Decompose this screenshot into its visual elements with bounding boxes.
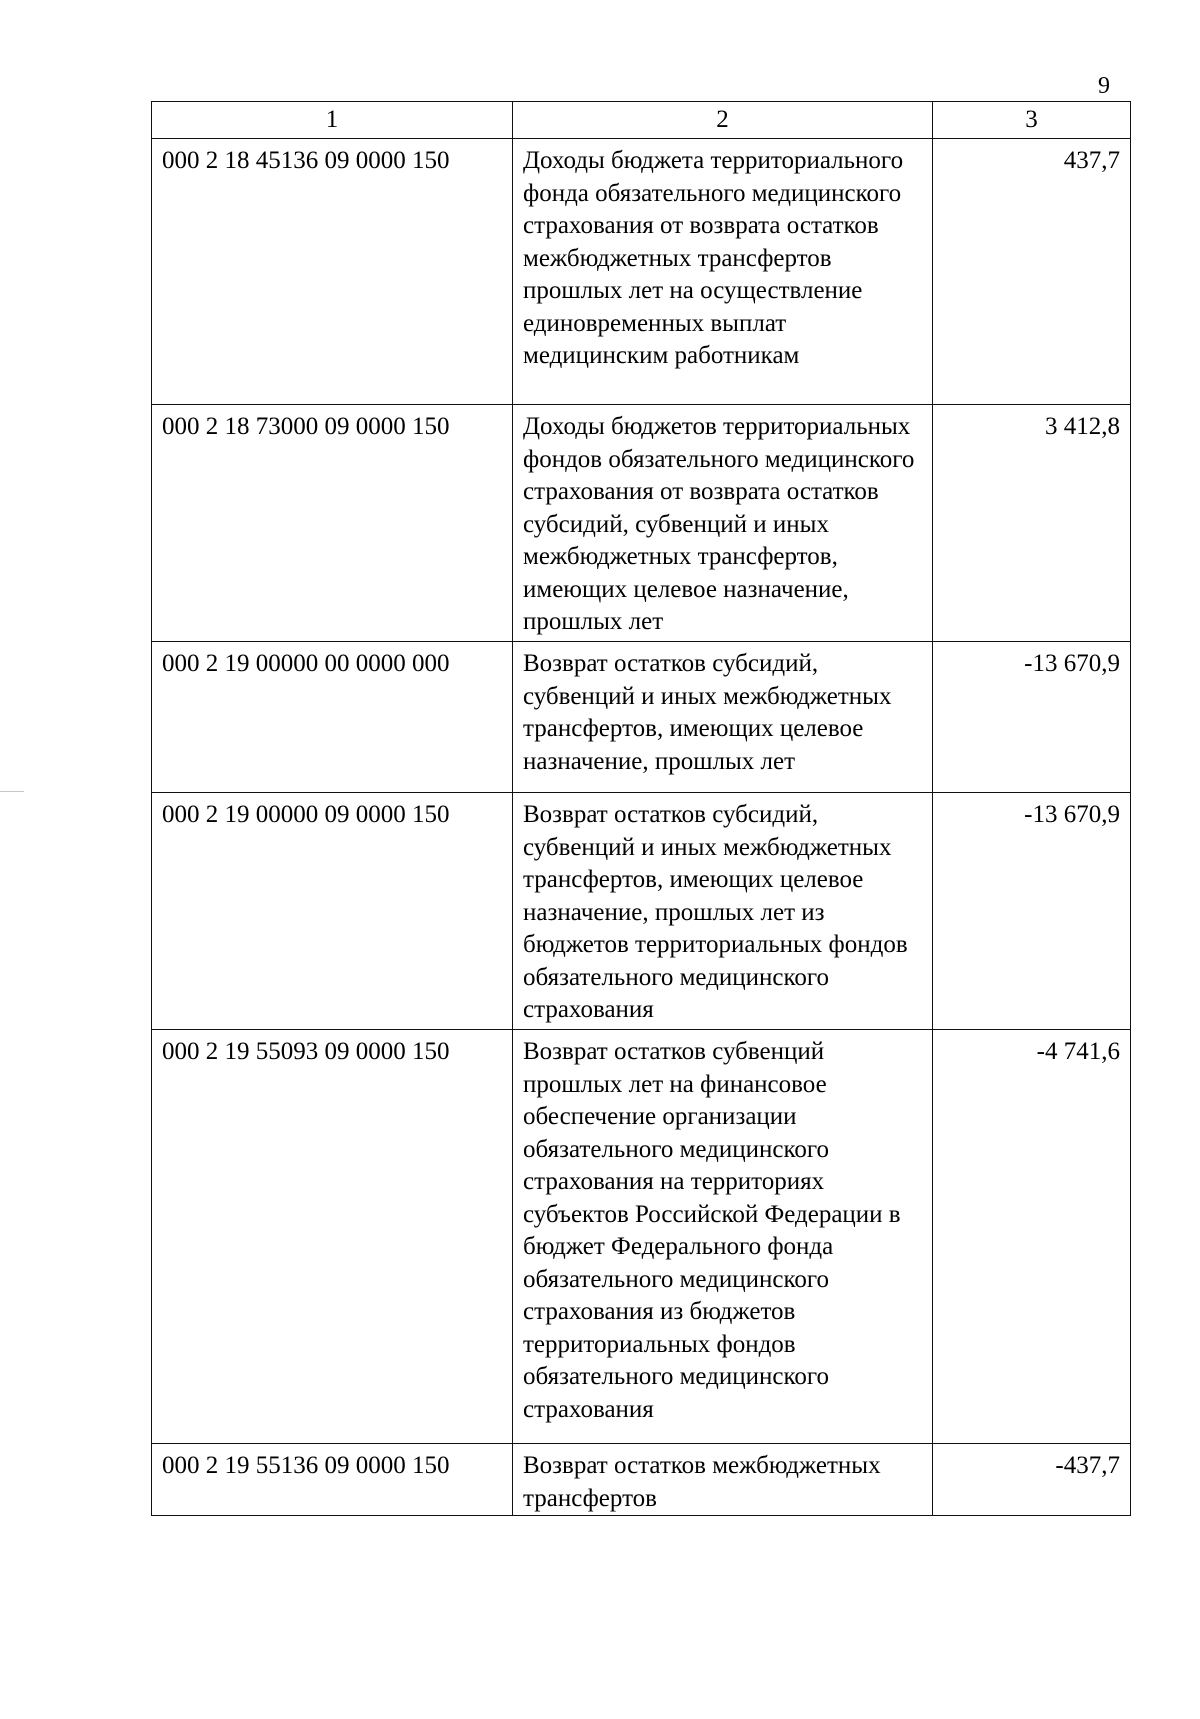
table-row (152, 793, 1131, 1030)
table-header-row (152, 102, 1131, 139)
table-row (152, 1030, 1131, 1444)
budget-code-cell: 000 2 19 55136 09 0000 150 (152, 1444, 513, 1516)
amount-cell: -4 741,6 (933, 1030, 1131, 1444)
budget-code-cell: 000 2 18 73000 09 0000 150 (152, 405, 513, 642)
budget-code-cell: 000 2 18 45136 09 0000 150 (152, 139, 513, 405)
budget-code-cell: 000 2 19 00000 09 0000 150 (152, 793, 513, 1030)
column-header-code: 1 (152, 102, 513, 139)
scan-margin-mark (0, 791, 24, 792)
description-cell: Доходы бюджетов территориальных фондов обязательного медицинского страхования от возврата остатков субсидий, субвенций и иных межбюджетных трансфертов, имеющих целевое назначение, прошлых лет (513, 405, 933, 642)
budget-code-cell: 000 2 19 55093 09 0000 150 (152, 1030, 513, 1444)
column-header-name: 2 (513, 102, 933, 139)
amount-cell: -13 670,9 (933, 793, 1131, 1030)
table-row (152, 139, 1131, 405)
amount-cell: 3 412,8 (933, 405, 1131, 642)
description-cell: Доходы бюджета территориального фонда обязательного медицинского страхования от возврата остатков межбюджетных трансфертов прошлых лет на осуществление единовременных выплат медицинским работникам (513, 139, 933, 405)
description-cell: Возврат остатков межбюджетных трансфертов (513, 1444, 933, 1516)
budget-code-cell: 000 2 19 00000 00 0000 000 (152, 642, 513, 793)
amount-cell: -437,7 (933, 1444, 1131, 1516)
table-row (152, 642, 1131, 793)
amount-cell: -13 670,9 (933, 642, 1131, 793)
budget-table (151, 101, 1131, 1516)
table-row (152, 1444, 1131, 1516)
page-number: 9 (1098, 73, 1110, 99)
description-cell: Возврат остатков субвенций прошлых лет на финансовое обеспечение организации обязательного медицинского страхования на территориях субъектов Российской Федерации в бюджет Федерального фонда обязательного медицинского страхования из бюджетов территориальных фондов обязательного медицинского страхования (513, 1030, 933, 1444)
amount-cell: 437,7 (933, 139, 1131, 405)
description-cell: Возврат остатков субсидий, субвенций и иных межбюджетных трансфертов, имеющих целевое назначение, прошлых лет из бюджетов территориальных фондов обязательного медицинского страхования (513, 793, 933, 1030)
description-cell: Возврат остатков субсидий, субвенций и иных межбюджетных трансфертов, имеющих целевое назначение, прошлых лет (513, 642, 933, 793)
table-row (152, 405, 1131, 642)
column-header-amount: 3 (933, 102, 1131, 139)
